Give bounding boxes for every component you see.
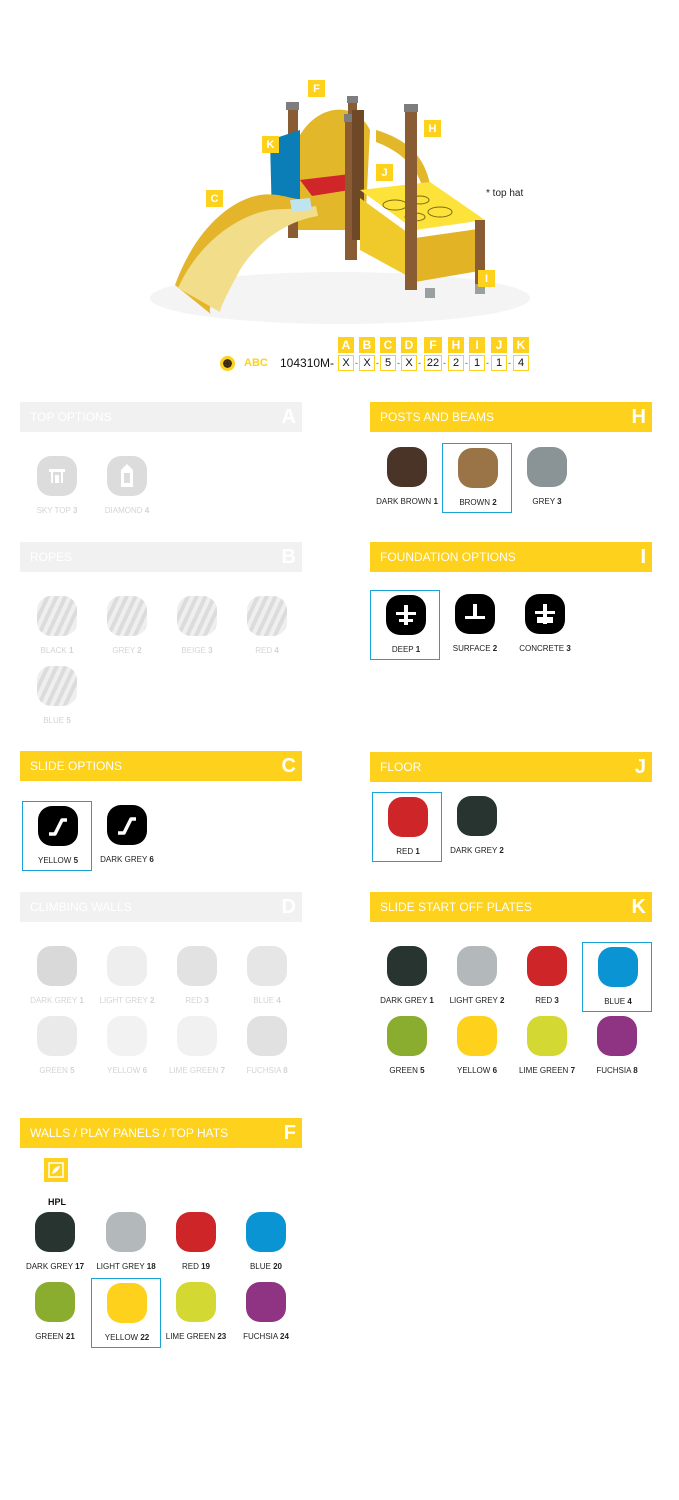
color-swatch [457,946,497,986]
rope-swatch [37,666,77,706]
option-name: FUCHSIA [243,1332,278,1341]
brand-dot-icon [220,356,235,371]
option-number: 1 [433,497,438,506]
option-panel-dark-grey[interactable] [20,1208,90,1278]
section-letter: J [634,755,646,778]
section-title: TOP OPTIONS [30,410,112,424]
option-number: 24 [280,1332,289,1341]
option-panel-green[interactable] [20,1278,90,1348]
section-header [370,402,652,432]
option-number: 2 [137,646,142,655]
product-code: ABC 104310M- A B C D F H I J K X - X - 5 - X - 22 - 2 - 1 - 1 - 4 [220,337,550,373]
option-floor-dark-grey[interactable] [442,792,512,862]
option-number: 2 [492,644,498,653]
option-number: 6 [149,855,154,864]
section-slide-start-plates [370,892,652,1082]
option-number: 3 [566,644,571,653]
color-swatch [35,1282,75,1322]
section-title: SLIDE OPTIONS [30,759,123,773]
option-name: SKY TOP [36,506,71,515]
option-name: LIME GREEN [168,1066,219,1075]
color-swatch [177,946,217,986]
section-letter: C [281,754,296,777]
option-number: 3 [557,497,562,506]
option-number: 4 [276,996,281,1005]
section-title: SLIDE START OFF PLATES [380,900,532,914]
section-letter: B [281,545,296,568]
color-swatch [247,1016,287,1056]
section-letter: K [631,895,646,918]
option-name: YELLOW [106,1066,141,1075]
section-letter: D [281,895,296,918]
option-name: YELLOW [456,1066,491,1075]
option-wall-fuchsia[interactable] [232,1012,302,1082]
option-name: FUCHSIA [596,1066,631,1075]
hpl-label: HPL [48,1197,66,1207]
color-swatch [247,946,287,986]
option-number: 1 [69,646,74,655]
option-number: 19 [201,1262,211,1271]
option-name: BLACK [40,646,67,655]
color-swatch [107,1283,147,1323]
section-header [370,542,652,572]
option-number: 1 [415,645,421,654]
code-letter-f: F [424,337,442,353]
option-name: BLUE [249,1262,271,1271]
option-number: 3 [204,996,209,1005]
option-number: 3 [208,646,213,655]
option-panel-fuchsia[interactable] [231,1278,301,1348]
option-number: 1 [79,996,84,1005]
slide-icon [107,805,147,845]
section-header [20,751,302,781]
code-letter-i: I [469,337,485,353]
option-number: 3 [554,996,559,1005]
color-swatch [457,796,497,836]
color-swatch [387,1016,427,1056]
section-foundation-options [370,542,652,662]
option-name: BROWN [459,498,490,507]
color-swatch [176,1282,216,1322]
code-value-c: 5 [380,355,396,371]
option-number: 7 [220,1066,226,1075]
option-number: 2 [499,996,505,1005]
option-panel-blue[interactable] [231,1208,301,1278]
color-swatch [37,1016,77,1056]
playset-render [140,70,540,330]
option-name: GREY [532,497,555,506]
option-name: RED [181,1262,199,1271]
section-title: POSTS AND BEAMS [380,410,495,424]
option-foundation-concrete[interactable] [510,590,580,660]
option-number: 2 [492,498,497,507]
callout-k[interactable]: K [262,136,279,153]
color-swatch [176,1212,216,1252]
section-header [370,752,652,782]
code-letter-j: J [491,337,507,353]
color-swatch [458,448,498,488]
deep-foundation-icon [386,595,426,635]
section-top-options [20,402,302,522]
option-name: CONCRETE [519,644,565,653]
section-title: FOUNDATION OPTIONS [380,550,516,564]
option-number: 5 [420,1066,425,1075]
option-wall-blue[interactable] [232,942,302,1012]
color-swatch [527,447,567,487]
section-header [20,892,302,922]
code-letter-h: H [448,337,464,353]
section-header [20,1118,302,1148]
option-number: 7 [570,1066,576,1075]
color-swatch [388,797,428,837]
rope-swatch [247,596,287,636]
code-value-h: 2 [448,355,464,371]
diamond-icon [107,456,147,496]
rope-swatch [107,596,147,636]
option-number: 21 [65,1332,75,1341]
option-name: DARK GREY [25,1262,73,1271]
top-hat-note: * top hat [486,188,524,199]
concrete-foundation-icon [525,594,565,634]
option-name: LIME GREEN [518,1066,569,1075]
code-value-d: X [401,355,417,371]
color-swatch [387,447,427,487]
option-name: DARK GREY [450,846,498,855]
slide-icon [38,806,78,846]
code-letter-b: B [359,337,375,353]
option-number: 2 [149,996,155,1005]
option-name: LIGHT GREY [99,996,148,1005]
option-name: GREY [112,646,135,655]
option-name: LIGHT GREY [96,1262,145,1271]
code-letter-c: C [380,337,396,353]
section-letter: I [640,545,646,568]
color-swatch [246,1282,286,1322]
option-number: 1 [415,847,420,856]
callout-h[interactable]: H [424,120,441,137]
option-name: YELLOW [37,856,72,865]
color-swatch [106,1212,146,1252]
code-letter-a: A [338,337,354,353]
section-walls-panels [20,1118,302,1358]
option-name: DIAMOND [104,506,143,515]
option-name: RED [255,646,273,655]
option-number: 23 [217,1332,227,1341]
color-swatch [35,1212,75,1252]
option-name: RED [185,996,203,1005]
option-number: 20 [273,1262,283,1271]
callout-i[interactable]: I [478,270,495,287]
color-swatch [107,946,147,986]
option-number: 4 [144,506,150,515]
option-number: 4 [274,646,279,655]
code-letter-k: K [513,337,529,353]
color-swatch [527,1016,567,1056]
option-name: DARK BROWN [376,497,432,506]
section-slide-options [20,751,302,871]
section-title: CLIMBING WALLS [30,900,132,914]
sky-top-icon [37,456,77,496]
option-number: 1 [429,996,434,1005]
option-diamond[interactable] [92,452,162,522]
option-name: LIGHT GREY [449,996,498,1005]
rope-swatch [177,596,217,636]
option-name: BLUE [43,716,65,725]
section-header [20,402,302,432]
option-name: GREEN [39,1066,68,1075]
option-plate-red[interactable] [512,942,582,1012]
section-ropes [20,542,302,732]
option-rope-blue[interactable] [22,662,92,732]
section-letter: H [631,405,646,428]
option-name: BLUE [253,996,275,1005]
option-number: 17 [75,1262,85,1271]
callout-j[interactable]: J [376,164,393,181]
callout-f[interactable]: F [308,80,325,97]
option-number: 6 [142,1066,148,1075]
brand-label: ABC [244,357,268,369]
code-value-f: 22 [424,355,442,371]
color-swatch [387,946,427,986]
code-value-k: 4 [513,355,529,371]
code-value-i: 1 [469,355,485,371]
option-number: 5 [70,1066,75,1075]
section-header [370,892,652,922]
option-name: DARK GREY [380,996,428,1005]
option-number: 2 [499,846,504,855]
code-value-b: X [359,355,375,371]
option-name: YELLOW [104,1333,139,1342]
option-name: DARK GREY [30,996,78,1005]
section-letter: A [281,405,296,428]
option-name: LIME GREEN [165,1332,216,1341]
code-value-a: X [338,355,354,371]
option-plate-fuchsia[interactable] [582,1012,652,1082]
color-swatch [177,1016,217,1056]
color-swatch [598,947,638,987]
section-header [20,542,302,572]
color-swatch [457,1016,497,1056]
callout-c[interactable]: C [206,190,223,207]
section-floor [370,752,652,872]
product-illustration [140,70,540,330]
option-rope-red[interactable] [232,592,302,662]
option-number: 5 [66,716,71,725]
section-title: WALLS / PLAY PANELS / TOP HATS [30,1126,229,1140]
color-swatch [37,946,77,986]
code-value-j: 1 [491,355,507,371]
color-swatch [527,946,567,986]
color-swatch [107,1016,147,1056]
option-name: RED [396,847,414,856]
option-name: BLUE [604,997,626,1006]
option-number: 3 [72,506,78,515]
option-plate-blue[interactable] [582,942,652,1012]
section-letter: F [283,1121,296,1144]
option-name: BEIGE [181,646,206,655]
option-number: 6 [492,1066,498,1075]
option-name: DEEP [391,645,414,654]
option-number: 18 [146,1262,156,1271]
option-slide-dark-grey[interactable] [92,801,162,871]
option-name: SURFACE [452,644,491,653]
option-number: 22 [140,1333,150,1342]
section-posts-beams [370,402,652,522]
option-name: RED [535,996,553,1005]
section-climbing-walls [20,892,302,1082]
color-swatch [597,1016,637,1056]
option-name: GREEN [389,1066,418,1075]
option-name: FUCHSIA [246,1066,281,1075]
color-swatch [246,1212,286,1252]
hpl-icon [44,1158,68,1182]
option-number: 8 [283,1066,288,1075]
option-number: 5 [73,856,79,865]
option-number: 4 [627,997,632,1006]
option-name: GREEN [35,1332,64,1341]
code-prefix: 104310M- [280,356,335,370]
section-title: FLOOR [380,760,422,774]
option-post-dark-brown[interactable] [372,443,442,513]
option-post-grey[interactable] [512,443,582,513]
surface-foundation-icon [455,594,495,634]
option-name: DARK GREY [100,855,148,864]
option-number: 8 [633,1066,638,1075]
code-letter-d: D [401,337,417,353]
section-title: ROPES [30,550,73,564]
rope-swatch [37,596,77,636]
